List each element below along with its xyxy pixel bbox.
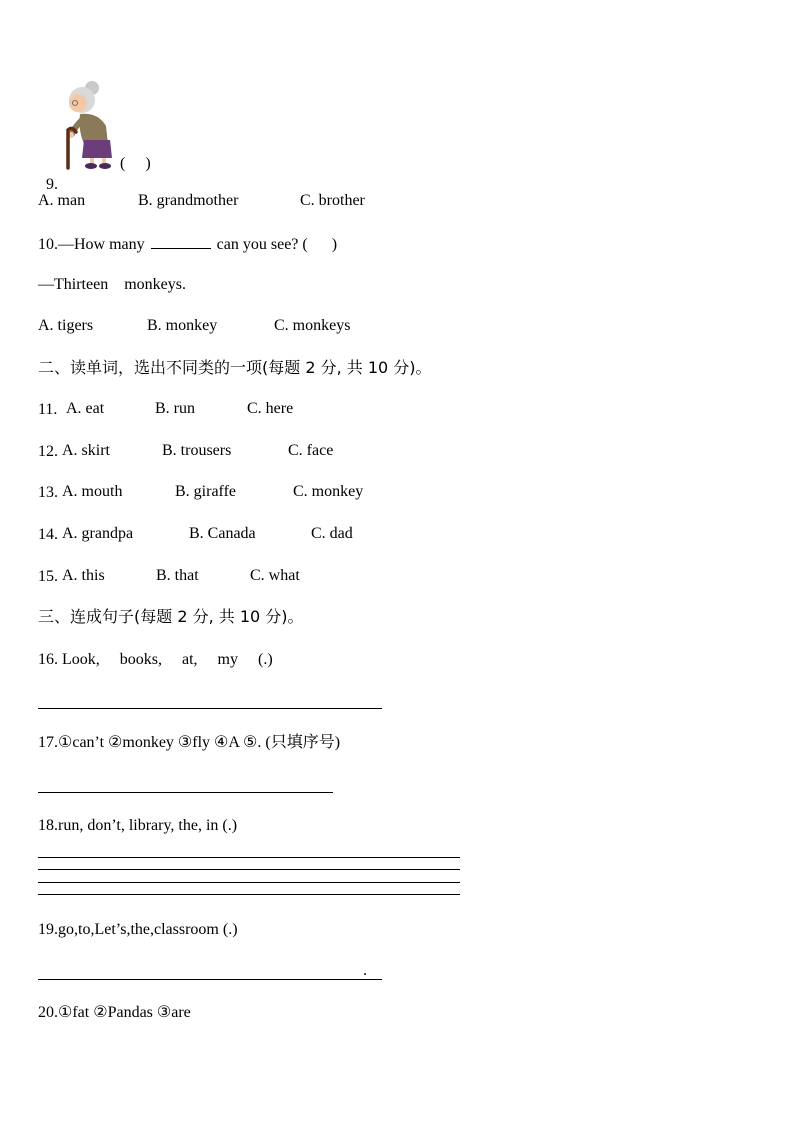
option-c: C. brother [300, 192, 365, 209]
question-12-number: 12. [38, 443, 58, 460]
dialogue-answer: —Thirteen monkeys. [38, 276, 186, 293]
option-b: B. grandmother [138, 192, 239, 209]
option-c: C. here [247, 400, 294, 417]
question-15-number: 15. [38, 568, 58, 585]
option-c: C. monkeys [274, 317, 351, 334]
question-10 [38, 234, 337, 255]
answer-line [38, 894, 460, 895]
question-16: 16. Look, books, at, my (.) [38, 651, 273, 668]
question-9 [38, 155, 58, 195]
grandmother-with-cane-icon [50, 78, 118, 170]
question-number: 9. [46, 176, 58, 193]
question-number: 10. [38, 236, 58, 253]
option-a: A. man [38, 192, 86, 209]
question-19: 19.go,to,Let’s,the,classroom (.) [38, 921, 238, 938]
answer-paren: ( ) [120, 155, 151, 172]
option-c: C. monkey [293, 483, 364, 500]
option-c: C. what [250, 567, 300, 584]
option-a: A. this [62, 567, 105, 584]
section-2-heading: 二、读单词，选出不同类的一项(每题 2 分, 共 10 分)。 [38, 358, 432, 377]
option-a: A. mouth [62, 483, 123, 500]
section-3-heading: 三、连成句子(每题 2 分, 共 10 分)。 [38, 607, 304, 626]
option-b: B. monkey [147, 317, 218, 334]
option-a: A. eat [66, 400, 105, 417]
question-14-number: 14. [38, 526, 58, 543]
answer-line [38, 882, 460, 883]
option-a: A. grandpa [62, 525, 134, 542]
option-b: B. that [156, 567, 199, 584]
answer-line [38, 979, 382, 980]
option-b: B. run [155, 400, 195, 417]
option-a: A. tigers [38, 317, 94, 334]
end-period: . [363, 962, 367, 979]
option-c: C. dad [311, 525, 353, 542]
question-18: 18.run, don’t, library, the, in (.) [38, 817, 238, 834]
option-b: B. giraffe [175, 483, 237, 500]
option-a: A. skirt [62, 442, 110, 459]
question-stem-end: can you see? ( ) [216, 236, 338, 253]
question-20: 20.①fat ②Pandas ③are [38, 1004, 191, 1021]
question-stem: —How many [58, 236, 145, 253]
answer-line [38, 869, 460, 870]
answer-line [38, 792, 333, 793]
answer-line [38, 708, 382, 709]
answer-line [38, 857, 460, 858]
option-b: B. Canada [189, 525, 256, 542]
fill-blank [151, 234, 211, 249]
question-17: 17.①can’t ②monkey ③fly ④A ⑤. (只填序号) [38, 734, 341, 751]
option-c: C. face [288, 442, 334, 459]
option-b: B. trousers [162, 442, 232, 459]
question-13-number: 13. [38, 484, 58, 501]
question-11-number: 11. [38, 401, 58, 418]
